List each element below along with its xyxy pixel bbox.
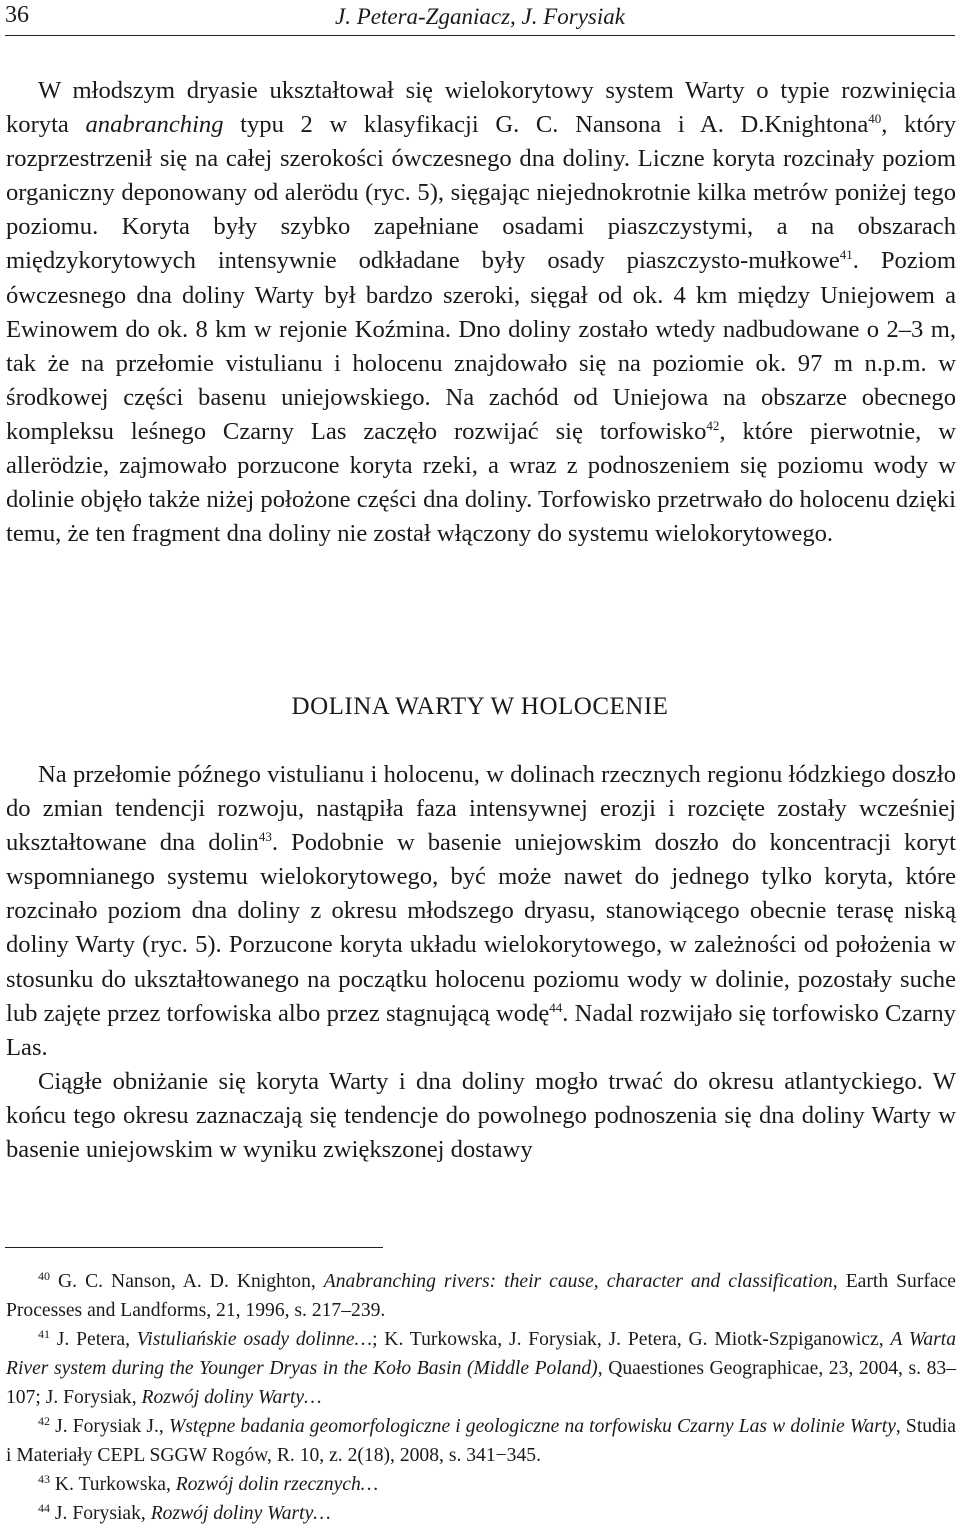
running-header-authors: J. Petera-Zganiacz, J. Forysiak <box>335 4 625 29</box>
paragraph-1: W młodszym dryasie ukształtował się wielokorytowy system Warty o typie rozwinięcia koryta anabranching typu 2 w klasyfikacji G. C. Nansona i A. D.Knightona$^{40}$, który rozprzestrzenił się na całej szerokości ówczesnego dna doliny. Liczne koryta rozcinały poziom organiczny deponowany od alerödu (ryc. 5), sięgając niejednokrotnie kilka metrów poniżej tego poziomu. Koryta były szybko zapełniane osadami piaszczystymi, a na obszarach międzykorytowych intensywnie odkładane były osady piaszczysto-mułkowe$^{41}$. Poziom ówczesnego dna doliny Warty był bardzo szeroki, sięgał od ok. 4 km między Uniejowem a Ewinowem do ok. 8 km w rejonie Koźmina. Dno doliny zostało wtedy nadbudowane o 2–3 m, tak że na przełomie vistulianu i holocenu znajdowało się na poziomie ok. 97 m n.p.m. w środkowej części basenu uniejowskiego. Na zachód od Uniejowa na obszarze obecnego kompleksu leśnego Czarny Las zaczęło rozwijać się torfowisko$^{42}$, które pierwotnie, w allerödzie, zajmowało porzucone koryta rzeki, a wraz z podnoszeniem się poziomu wody w dolinie objęło także niżej położone części dna doliny. Torfowisko przetrwało do holocenu dzięki temu, że ten fragment dna doliny nie został włączony do systemu wielokorytowego. <box>6 77 956 548</box>
footnote-44: $^{44}$ J. Forysiak, Rozwój doliny Warty… <box>38 1501 331 1524</box>
footnote-ref-41[interactable]: 41 <box>839 247 853 263</box>
footnote-41: $^{41}$ J. Petera, Vistuliańskie osady dolinne…; K. Turkowska, J. Forysiak, J. Petera, G. Miotk-Szpiganowicz, A Warta River system during the Younger Dryas in the Koło Basin (Middle Poland), Quaestiones Geographicae, 23, 2004, s. 83–107; J. Forysiak, Rozwój doliny Warty… <box>6 1327 957 1408</box>
footnote-40: $^{40}$ G. C. Nanson, A. D. Knighton, Anabranching rivers: their cause, character and classification, Earth Surface Processes and Landforms, 21, 1996, s. 217–239. <box>6 1269 956 1321</box>
footnote-ref-42[interactable]: 42 <box>706 417 720 433</box>
section-title: DOLINA WARTY W HOLOCENIE <box>291 693 669 720</box>
running-header <box>5 2 955 36</box>
paragraph-3: Ciągłe obniżanie się koryta Warty i dna doliny mogło trwać do okresu atlantyckiego. W końcu tego okresu zaznaczają się tendencje do powolnego podnoszenia się dna doliny Warty w basenie uniejowskim w wyniku zwiększonej dostawy <box>6 1067 956 1164</box>
footnote-ref-43[interactable]: 43 <box>258 829 272 845</box>
body-text-top <box>6 74 956 551</box>
body-text-bottom <box>6 758 956 1167</box>
header-rule <box>5 35 955 36</box>
footnotes <box>6 1267 956 1528</box>
footnote-ref-40[interactable]: 40 <box>868 111 882 127</box>
paragraph-2: Na przełomie późnego vistulianu i holocenu, w dolinach rzecznych regionu łódzkiego doszło do zmian tendencji rozwoju, nastąpiła faza intensywnej erozji i rozcięte zostały wcześniej ukształtowane dna dolin$^{43}$. Podobnie w basenie uniejowskim doszło do koncentracji koryt wspomnianego systemu wielokorytowego, być może nawet do jednego tylko koryta, które rozcinało poziom dna doliny z okresu młodszego dryasu, stanowiącego obecnie terasę niską doliny Warty (ryc. 5). Porzucone koryta układu wielokorytowego, w zależności od położenia w stosunku do ukształtowanego na początku holocenu poziomu wody w dolinie, pozostały suche lub zajęte przez torfowiska albo przez stagnującą wodę$^{44}$. Nadal rozwijało się torfowisko Czarny Las. <box>6 761 957 1061</box>
page-number: 36 <box>5 2 29 28</box>
footnote-rule <box>5 1247 383 1248</box>
footnote-43: $^{43}$ K. Turkowska, Rozwój dolin rzecznych… <box>38 1472 379 1495</box>
footnote-ref-44[interactable]: 44 <box>549 999 563 1015</box>
footnote-42: $^{42}$ J. Forysiak J., Wstępne badania geomorfologiczne i geologiczne na torfowisku Czarny Las w dolinie Warty, Studia i Materiały CEPL SGGW Rogów, R. 10, z. 2(18), 2008, s. 341−345. <box>6 1414 956 1466</box>
